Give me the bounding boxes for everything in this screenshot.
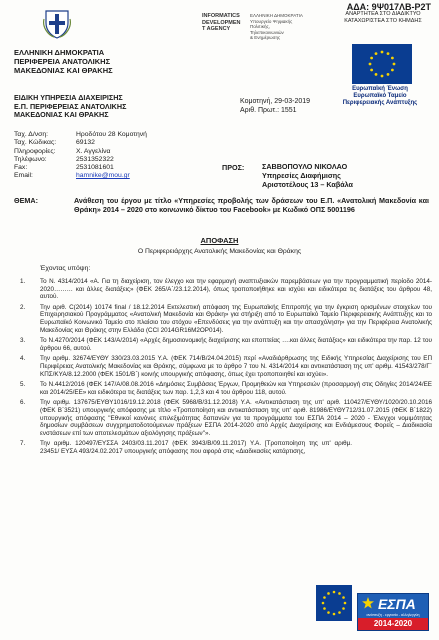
eu-star [333,591,336,594]
eu-star [338,592,341,595]
contact-row [14,139,186,147]
contact-key: Email: [14,172,33,180]
protocol-number: Αριθ. Πρωτ.: 1551 [240,106,297,114]
having-regard: Έχοντας υπόψη: [40,265,91,272]
subject-text: Ανάθεση του έργου με τίτλο «Υπηρεσίες προβολής των δράσεων του Ε.Π. «Ανατολική Μακεδονία και Θράκη» 2014 – 2020 στο κοινωνικό δίκτυο του Facebook» με Κωδικό ΟΠΣ 5001196 [74,196,429,214]
contact-key: Πληροφορίες: [14,147,56,155]
contact-value: 2531352322 [76,155,114,163]
ministry-badge [250,13,310,40]
recipient-line: Υπηρεσίες Διαφήμισης [262,170,341,180]
eu-fund-caption [325,86,435,107]
posting-notice-line: ΚΑΤΑΧΩΡΙΣΤΕΑ ΣΤΟ ΚΗΜΔΗΣ [344,17,422,24]
recipient-address: Αριστοτέλους 13 – Καβάλα [262,179,353,189]
item-number: 1. [20,278,26,285]
date-protocol [240,98,310,115]
contact-row [14,164,186,172]
issuer-header [14,48,113,75]
item-text: Την αριθμ. 120497/ΕΥΣΣΑ 2403/03.11.2017 (ΦΕΚ 3943/Β/09.11.2017) Υ.Α. [Τροποποίηση της υπ' αριθμ. 23451/ ΕΥΣΑ 493/24.02.2017 υπουργικής απόφασης που αφορά στις «Διαδικασίες κατάρτισης, [40,440,352,455]
informatics-agency-badge [202,13,248,35]
contact-row [14,172,186,180]
eu-star [327,611,330,614]
eu-star [327,592,330,595]
eu-star [369,63,372,66]
contact-value: Ηροδότου 28 Κομοτηνή [76,131,147,138]
eu-star [323,607,326,610]
espa-star-icon [362,597,374,609]
eu-star [370,57,373,60]
eu-star [387,52,390,55]
subject-label: ΘΕΜΑ: [14,196,38,205]
eu-star [375,52,378,55]
item-number: 7. [20,440,26,448]
managing-authority [14,94,126,120]
eu-star [387,73,390,76]
email-link[interactable]: hamnike@mou.gr [76,172,130,180]
eu-caption-line: Ευρωπαϊκό Ταμείο [353,93,407,99]
authority-line: ΕΙΔΙΚΗ ΥΠΗΡΕΣΙΑ ΔΙΑΧΕΙΡΙΣΗΣ [14,93,123,102]
item-text: Την αριθ. C(2014) 10174 final / 18.12.2014 Εκτελεστική απόφαση της Ευρωπαϊκής Επιτροπής για την έγκριση ορισμένων στοιχείων του Επιχειρησιακού Προγράμματος «Ανατολική Μακεδονία και Θράκη» για στήριξη από το Ευρωπαϊκό Ταμείο Περιφερειακής Ανάπτυξης και το Ευρωπαϊκό Κοινωνικό Ταμείο στο πλαίσιο του στόχου «Επενδύσεις για την ανάπτυξη και την απασχόληση» για την Περιφέρεια Ανατολικής Μακεδονίας και Θράκης στην Ελλάδα (CCI 2014GR16M2OP014). [40,303,432,334]
eu-star [344,602,347,605]
contact-key: Fax: [14,164,28,172]
recipient-name: ΣΑΒΒΟΠΟΥΛΟ ΝΙΚΟΛΑΟ [262,162,348,171]
ada-code: ΑΔΑ: 9Ψ017ΛΒ-Ρ2Τ [346,2,431,12]
espa-logo [357,593,429,631]
contact-key: Ταχ. Κώδικας: [14,139,57,147]
eu-star [381,51,384,54]
eu-star [322,602,325,605]
list-item [14,337,432,352]
item-text: Το Ν.4270/2014 (ΦΕΚ 143/Α/2014) «Αρχές δημοσιονομικής διαχείρισης και εποπτείας ….και άλλες διατάξεις» και ειδικότερα την παρ. 12 του άρθρου 66, αυτού. [40,337,432,352]
issuer-line: ΕΛΛΗΝΙΚΗ ΔΗΜΟΚΡΑΤΙΑ [14,48,105,57]
contact-key: Τηλέφωνο: [14,155,47,163]
decision-title: ΑΠΟΦΑΣΗ [200,236,239,245]
badge-line: & Ενημέρωσης [250,35,281,40]
badge-line: DEVELOPMEN [202,19,241,26]
posting-notice [333,11,433,24]
item-text: Το Ν.4412/2016 (ΦΕΚ 147/Α/08.08.2016 «Δημόσιες Συμβάσεις Έργων, Προμηθειών και Υπηρεσιών (προσαρμογή στις Οδηγίες 2014/24/ΕΕ και 2014/25/ΕΕ» και ειδικότερα τις διατάξεις των παρ. 1,2,3 και 4 του άρθρου 118, αυτού. [40,381,432,396]
eu-star [391,57,394,60]
eu-star [342,596,345,599]
eu-caption-line: Ευρωπαϊκή Ένωση [352,86,408,92]
badge-line: Τηλεπικοινωνιών [250,29,284,35]
item-number: 3. [20,337,26,345]
item-number: 2. [20,303,26,311]
list-item [14,381,432,396]
issuer-line: ΜΑΚΕΔΟΝΙΑΣ ΚΑΙ ΘΡΑΚΗΣ [14,66,113,75]
eu-flag-icon [352,44,412,84]
list-item [14,399,432,437]
list-item [14,278,432,301]
list-item [14,304,432,334]
eu-star [375,73,378,76]
eu-star [342,607,345,610]
eu-stars-icon [316,585,352,621]
eu-star [323,596,326,599]
badge-line: T AGENCY [202,26,231,32]
posting-notice-line: ΑΝΑΡΤΗΤΕΑ ΣΤΟ ΔΙΑΔΙΚΤΥΟ [345,11,421,17]
eu-star [333,613,336,616]
eu-star [381,75,384,78]
badge-line: ΕΛΛΗΝΙΚΗ ΔΗΜΟΚΡΑΤΙΑ [250,13,303,18]
contact-details [14,131,186,181]
espa-tagline: ανάπτυξη - εργασία - αλληλεγγύη [366,613,420,617]
espa-brand: ΕΣΠΑ [378,596,416,612]
item-number: 4. [20,355,26,363]
contact-value: 69132 [76,139,95,147]
contact-key: Ταχ. Δ/νση: [14,131,48,138]
badge-line: INFORMATICS [202,13,240,19]
decision-authority: Ο Περιφερειάρχης Ανατολικής Μακεδονίας και Θράκης [137,248,302,255]
recipient-block [262,163,353,189]
eu-star [370,69,373,72]
item-number: 5. [20,381,26,389]
list-item [14,440,352,455]
contact-value: 2531081601 [76,164,114,172]
contact-value: Χ. Αγγελίνα [76,147,111,155]
greek-emblem-icon [42,9,72,39]
item-text: Την αριθμ. 32674/ΕΥΘΥ 330/23.03.2015 Υ.Α. (ΦΕΚ 714/Β/24.04.2015) περί «Αναδιάρθρωσης της Ειδικής Υπηρεσίας Διαχείρισης του ΕΠ Περιφέρειας Ανατολικής Μακεδονίας και Θράκης, σύμφωνα με το άρθρο 7 του Ν. 4314/2014 και αντικατάσταση της υπ' αριθμ. 41543/278/Γ΄ ΚΠΣ/ΚΥΑ/8.12.2000 (ΦΕΚ 1501/Β΄) κοινής υπουργικής απόφασης, όπως έχει τροποποιηθεί και ισχύει». [40,355,432,378]
item-text: Την αριθμ. 137675/ΕΥΘΥ1016/19.12.2018 (ΦΕΚ 5968/Β/31.12.2018) Υ.Α. «Αντικατάσταση της υπ' αριθ. 110427/ΕΥΘΥ/1020/20.10.2016 (ΦΕΚ Β΄3521) υπουργικής απόφασης με τίτλο «Τροποποίηση και αντικατάσταση της υπ' αριθ. 81986/ΕΥΘΥ712/31.07.2015 (ΦΕΚ Β΄1822) υπουργικής απόφασης "Εθνικοί κανόνες επιλεξιμότητας δαπανών για τα προγράμματα του ΕΣΠΑ 2014 – 2020 - Έλεγχοι νομιμότητας δημοσίων συμβάσεων συγχρηματοδοτούμενων πράξεων ΕΣΠΑ 2014-2020 από Αρχές Διαχείρισης και Ενδιάμεσους Φορείς – Διαδικασία ενστάσεων επί των αποτελεσμάτων αξιολόγησης πράξεων"». [40,399,432,437]
issuer-line: ΠΕΡΙΦΕΡΕΙΑ ΑΝΑΤΟΛΙΚΗΣ [14,57,111,66]
eu-star [338,611,341,614]
eu-star [391,69,394,72]
recipient-label: ΠΡΟΣ: [222,163,245,172]
authority-line: ΜΑΚΕΔΟΝΙΑΣ ΚΑΙ ΘΡΑΚΗΣ [14,110,109,120]
legal-basis-list [14,278,432,455]
item-text: Το Ν. 4314/2014 «Α. Για τη διαχείριση, τον έλεγχο και την εφαρμογή αναπτυξιακών παρεμβάσεων για την προγραμματική περίοδο 2014-2020……… και άλλες διατάξεις» (ΦΕΚ 265/Α΄/23.12.2014), όπως τροποποιήθηκε και ισχύει και ειδικότερα τις διατάξεις του άρθρου 48, αυτού. [40,278,432,301]
contact-row [14,148,186,156]
eu-star [393,63,396,66]
contact-row [14,156,186,164]
document-date: Κομοτηνή, 29-03-2019 [240,98,311,105]
item-number: 6. [20,399,26,407]
list-item [14,355,432,378]
authority-line: Ε.Π. ΠΕΡΙΦΕΡΕΙΑΣ ΑΝΑΤΟΛΙΚΗΣ [14,101,127,111]
badge-line: Υπουργείο Ψηφιακής Πολιτικής, [250,18,293,29]
espa-years: 2014-2020 [358,618,428,630]
eu-caption-line: Περιφερειακής Ανάπτυξης [342,100,418,106]
